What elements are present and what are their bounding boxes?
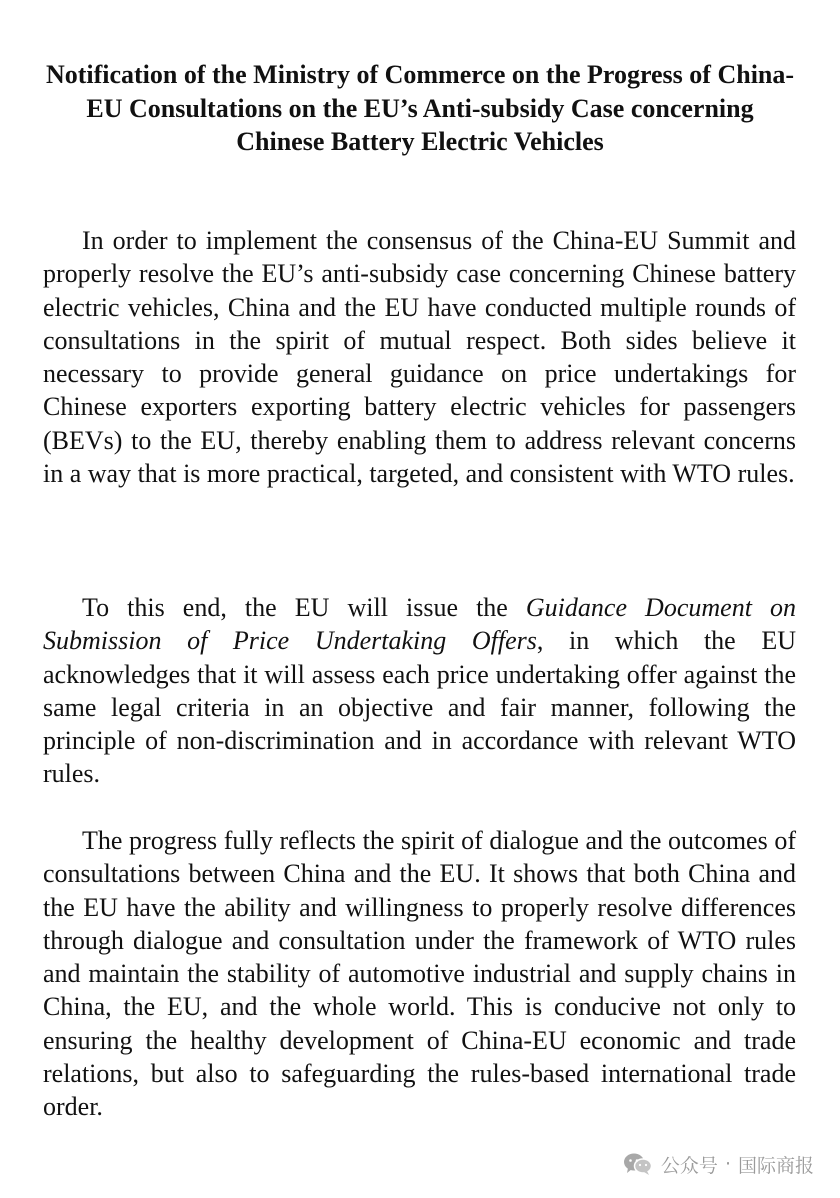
watermark-label: 公众号 xyxy=(660,1154,718,1177)
paragraph-guidance-rest: , in which the EU acknowledges that it will assess each price undertaking offer against the same legal criteria in an objective and fair manner, following the principle of non-discrimination and in accordance with relevant WTO rules. xyxy=(43,626,796,789)
wechat-watermark xyxy=(623,1148,814,1180)
watermark-account: 国际商报 xyxy=(737,1154,814,1177)
paragraph-guidance xyxy=(43,591,796,791)
watermark-separator: · xyxy=(724,1153,731,1175)
page-title: Notification of the Ministry of Commerce on the Progress of China-EU Consultations on the EU’s Anti-subsidy Case concerning Chinese Battery Electric Vehicles xyxy=(45,60,795,156)
paragraph-progress: The progress fully reflects the spirit of dialogue and the outcomes of consultations between China and the EU. It shows that both China and the EU have the ability and willingness to properly resolve differences through dialogue and consultation under the framework of WTO rules and maintain the stability of automotive industrial and supply chains in China, the EU, and the whole world. This is conducive not only to ensuring the healthy development of China-EU economic and trade relations, but also to safeguarding the rules-based international trade order. xyxy=(43,826,796,1122)
paragraph-consensus: In order to implement the consensus of the China-EU Summit and properly resolve the EU’s anti-subsidy case concerning Chinese battery electric vehicles, China and the EU have conducted multiple rounds of consultations in the spirit of mutual respect. Both sides believe it necessary to provide general guidance on price undertakings for Chinese exporters exporting battery electric vehicles for passengers (BEVs) to the EU, thereby enabling them to address relevant concerns in a way that is more practical, targeted, and consistent with WTO rules. xyxy=(43,226,796,489)
wechat-icon xyxy=(623,1152,653,1176)
guidance-document-title: Guidance Document on Submission of Price Undertaking Offers xyxy=(43,593,796,656)
paragraph-guidance-lead: To this end, the EU will issue the xyxy=(82,593,526,622)
